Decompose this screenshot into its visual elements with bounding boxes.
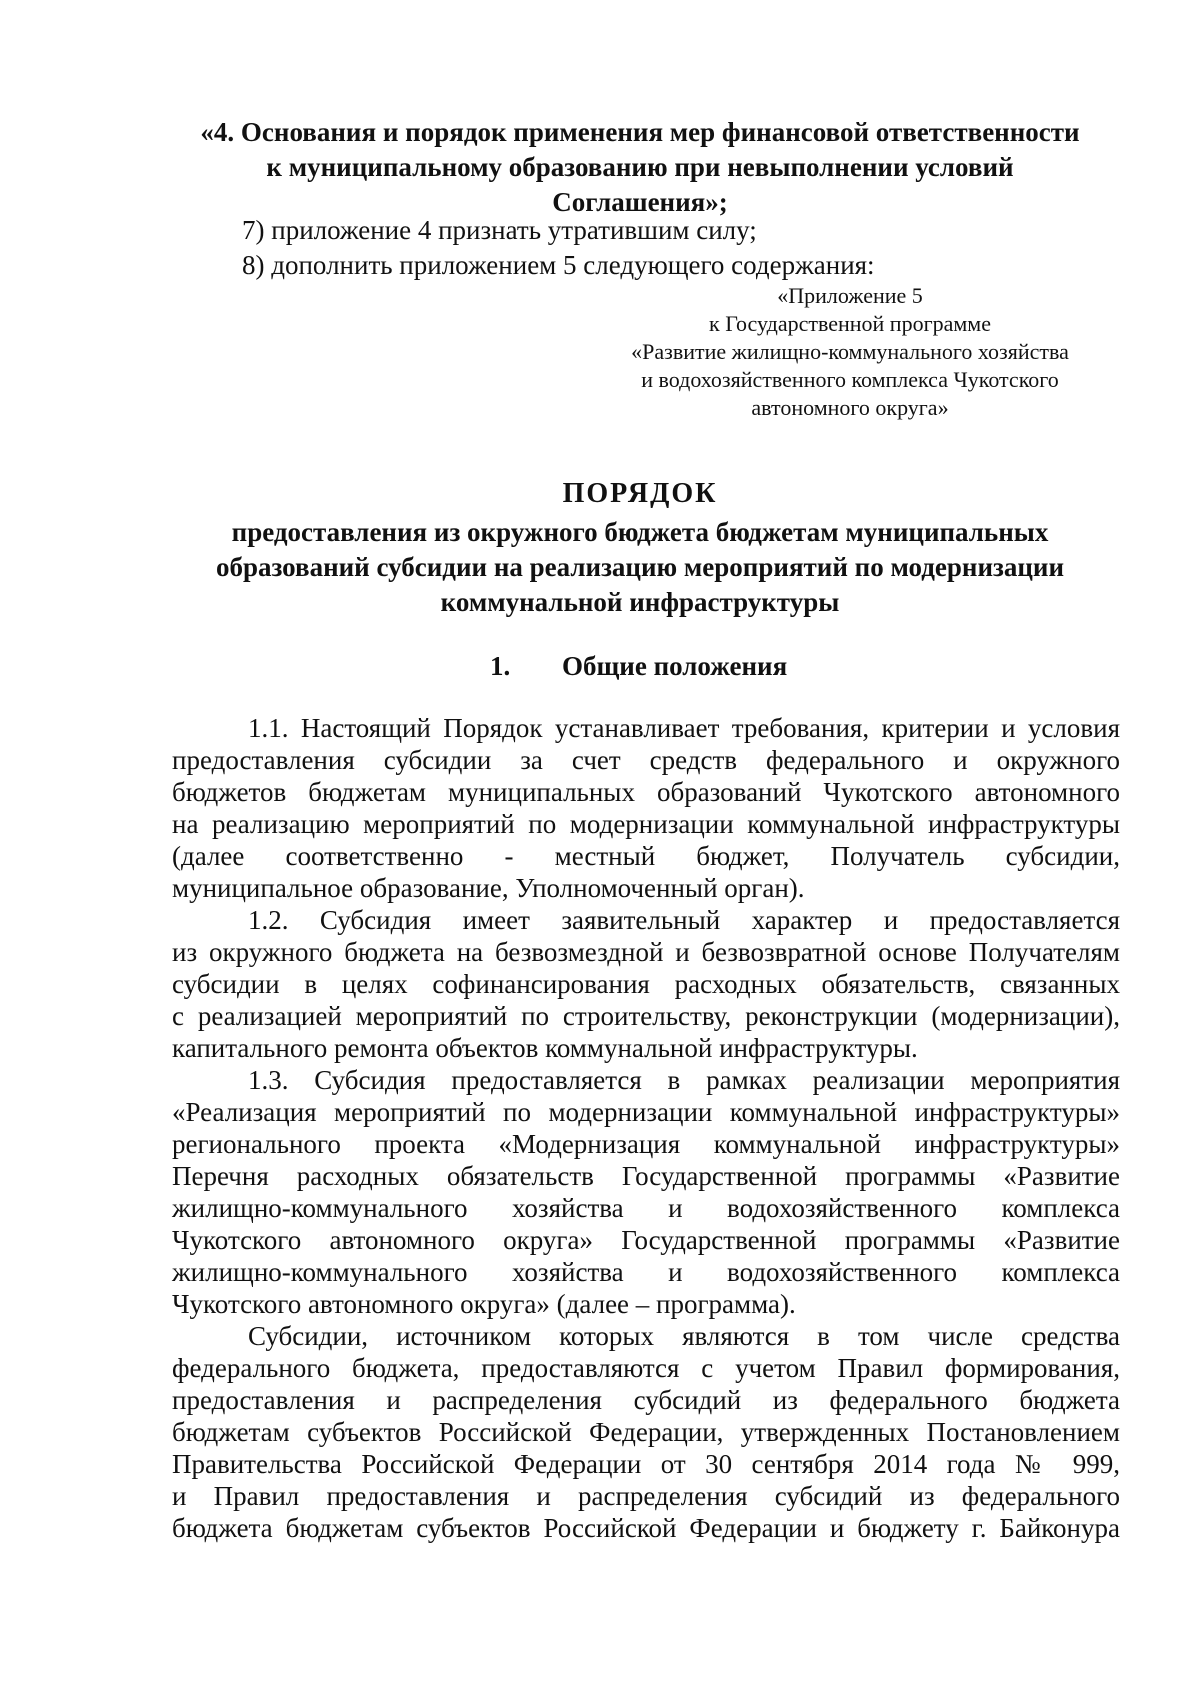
body-line: Чукотского автономного округа» (далее – программа). [172,1289,796,1319]
body-line: предоставления и распределения субсидий из федерального бюджета [172,1385,1120,1415]
body-line: Перечня расходных обязательств Государственной программы «Развитие [172,1161,1120,1191]
body-line: и Правил предоставления и распределения субсидий из федерального [172,1481,1120,1511]
body-line: предоставления субсидии за счет средств федерального и окружного [172,745,1120,775]
body-line: регионального проекта «Модернизация коммунальной инфраструктуры» [172,1129,1120,1159]
appendix-reference-line-2: к Государственной программе [709,311,991,336]
section-1-number: 1. [490,651,511,681]
appendix-reference-line-3: «Развитие жилищно-коммунального хозяйства [631,339,1069,364]
body-line: жилищно-коммунального хозяйства и водохозяйственного комплекса [172,1193,1120,1223]
document-subtitle-line-1: предоставления из окружного бюджета бюджетам муниципальных [231,517,1049,547]
body-line: жилищно-коммунального хозяйства и водохозяйственного комплекса [172,1257,1120,1287]
body-line: муниципальное образование, Уполномоченный орган). [172,873,805,903]
body-line: бюджетов бюджетам муниципальных образований Чукотского автономного [172,777,1120,807]
body-line: федерального бюджета, предоставляются с учетом Правил формирования, [172,1353,1120,1383]
item-7: 7) приложение 4 признать утратившим силу; [242,215,757,245]
item-8: 8) дополнить приложением 5 следующего содержания: [242,250,875,280]
body-line: субсидии в целях софинансирования расходных обязательств, связанных [172,969,1120,999]
section4-heading-line-2: к муниципальному образованию при невыполнении условий [266,152,1014,182]
document-subtitle-line-3: коммунальной инфраструктуры [440,587,840,617]
body-line: Правительства Российской Федерации от 30 сентября 2014 года № 999, [172,1449,1120,1479]
document-title: ПОРЯДОК [562,478,718,509]
body-line: бюджетам субъектов Российской Федерации, утвержденных Постановлением [172,1417,1120,1447]
body-line: бюджета бюджетам субъектов Российской Федерации и бюджету г. Байконура [172,1513,1120,1543]
body-line: Субсидии, источником которых являются в том числе средства [248,1321,1120,1351]
appendix-reference-line-4: и водохозяйственного комплекса Чукотского [641,367,1059,392]
body-line: Чукотского автономного округа» Государственной программы «Развитие [172,1225,1120,1255]
section4-heading-line-3: Соглашения»; [552,187,728,217]
section4-heading-line-1: «4. Основания и порядок применения мер финансовой ответственности [200,117,1080,147]
body-line: с реализацией мероприятий по строительству, реконструкции (модернизации), [172,1001,1120,1031]
body-line: на реализацию мероприятий по модернизации коммунальной инфраструктуры [172,809,1120,839]
body-line: 1.1. Настоящий Порядок устанавливает требования, критерии и условия [248,713,1120,743]
body-line: «Реализация мероприятий по модернизации коммунальной инфраструктуры» [172,1097,1120,1127]
appendix-reference-line-1: «Приложение 5 [777,283,923,308]
section-1-title: Общие положения [562,651,788,681]
appendix-reference-line-5: автономного округа» [751,395,949,420]
body-line: из окружного бюджета на безвозмездной и безвозвратной основе Получателям [172,937,1120,967]
body-line: (далее соответственно - местный бюджет, Получатель субсидии, [172,841,1120,871]
body-line: 1.2. Субсидия имеет заявительный характер и предоставляется [248,905,1120,935]
body-line: капитального ремонта объектов коммунальной инфраструктуры. [172,1033,918,1063]
body-line: 1.3. Субсидия предоставляется в рамках реализации мероприятия [248,1065,1120,1095]
document-subtitle-line-2: образований субсидии на реализацию мероприятий по модернизации [215,552,1065,582]
